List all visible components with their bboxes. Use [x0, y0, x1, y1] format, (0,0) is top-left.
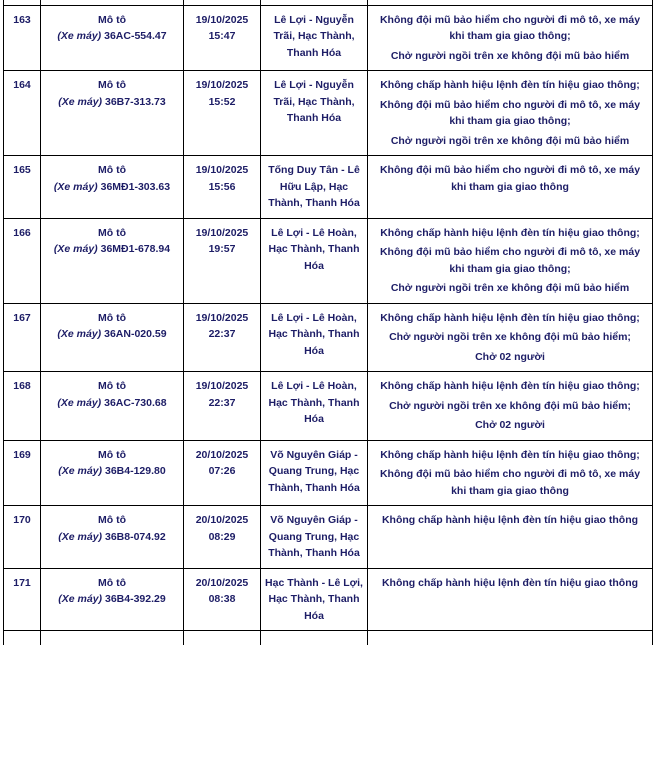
- vehicle-note: (Xe máy): [58, 465, 103, 477]
- vehicle-note: (Xe máy): [58, 95, 103, 108]
- violation-time: 22:37: [208, 328, 236, 340]
- vehicle-type: Mô tô: [98, 13, 126, 26]
- violation-table: [3, 0, 653, 645]
- partial-cell: [184, 631, 261, 645]
- vehicle-plate: 36AC-554.47: [104, 30, 167, 42]
- row-number-cell: 170: [4, 506, 41, 569]
- violation-item: Không đội mũ bảo hiểm cho người đi mô tô, xe máy khi tham gia giao thông;: [379, 13, 641, 42]
- partial-cell: [261, 631, 368, 645]
- vehicle-plate-line: [45, 28, 179, 45]
- vehicle-type: Mô tô: [98, 226, 126, 239]
- violation-item: Không đội mũ bảo hiểm cho người đi mô tô, xe máy khi tham gia giao thông: [379, 468, 641, 497]
- location-cell: Võ Nguyên Giáp - Quang Trung, Hạc Thành, Thanh Hóa: [261, 440, 368, 506]
- violation-date: 19/10/2025: [195, 311, 249, 324]
- location-cell: Lê Lợi - Lê Hoàn, Hạc Thành, Thanh Hóa: [261, 372, 368, 441]
- vehicle-note: (Xe máy): [53, 180, 98, 193]
- violation-cell: [368, 372, 653, 441]
- vehicle-type: Mô tô: [98, 164, 126, 176]
- location-cell: Võ Nguyên Giáp - Quang Trung, Hạc Thành, Thanh Hóa: [261, 506, 368, 569]
- violation-item: Không chấp hành hiệu lệnh đèn tín hiệu giao thông;: [380, 226, 640, 239]
- vehicle-note: (Xe máy): [57, 30, 102, 42]
- vehicle-note: (Xe máy): [58, 593, 103, 605]
- violation-table-body: [4, 0, 653, 645]
- row-number-cell: 163: [4, 5, 41, 71]
- violation-item: Chở người ngồi trên xe không đội mũ bảo hiểm;: [389, 399, 631, 412]
- vehicle-plate: 36B8-074.92: [104, 530, 166, 543]
- datetime-cell: [184, 372, 261, 441]
- row-number-cell: 166: [4, 218, 41, 303]
- violation-item: Chở 02 người: [475, 350, 545, 363]
- violation-item: Không chấp hành hiệu lệnh đèn tín hiệu giao thông: [381, 514, 639, 526]
- vehicle-type: Mô tô: [98, 311, 126, 324]
- violation-cell: [368, 440, 653, 506]
- location-cell: Lê Lợi - Lê Hoàn, Hạc Thành, Thanh Hóa: [261, 303, 368, 372]
- violation-date: 20/10/2025: [195, 576, 249, 589]
- table-row: [4, 303, 653, 372]
- datetime-cell: [184, 218, 261, 303]
- violation-date: 19/10/2025: [195, 164, 249, 176]
- violation-item: Không đội mũ bảo hiểm cho người đi mô tô, xe máy khi tham gia giao thông;: [379, 246, 641, 275]
- violation-date: 20/10/2025: [195, 448, 249, 461]
- vehicle-note: (Xe máy): [58, 530, 103, 543]
- violation-cell: [368, 5, 653, 71]
- datetime-cell: [184, 568, 261, 631]
- location-cell: Lê Lợi - Nguyễn Trãi, Hạc Thành, Thanh Hóa: [261, 5, 368, 71]
- violation-item: Chở người ngồi trên xe không đội mũ bảo hiểm: [390, 134, 630, 147]
- vehicle-plate-line: [45, 94, 179, 111]
- violation-time: 22:37: [208, 396, 236, 409]
- violation-time: 07:26: [208, 465, 236, 477]
- vehicle-plate: 36AC-730.68: [104, 396, 167, 409]
- vehicle-type: Mô tô: [98, 79, 126, 91]
- row-number-cell: 164: [4, 71, 41, 156]
- datetime-cell: [184, 440, 261, 506]
- table-row: [4, 5, 653, 71]
- vehicle-type: Mô tô: [98, 380, 126, 392]
- vehicle-plate-line: [45, 463, 179, 480]
- vehicle-plate: 36MĐ1-303.63: [100, 180, 171, 193]
- vehicle-plate-line: [45, 529, 179, 546]
- row-number-cell: 167: [4, 303, 41, 372]
- row-number-cell: 165: [4, 156, 41, 219]
- datetime-cell: [184, 71, 261, 156]
- row-number-cell: 168: [4, 372, 41, 441]
- table-row: [4, 440, 653, 506]
- vehicle-cell: [41, 5, 184, 71]
- location-cell: Tống Duy Tân - Lê Hữu Lập, Hạc Thành, Thanh Hóa: [261, 156, 368, 219]
- vehicle-plate: 36B7-313.73: [104, 95, 166, 108]
- violation-item: Không chấp hành hiệu lệnh đèn tín hiệu giao thông;: [380, 380, 640, 392]
- vehicle-cell: [41, 372, 184, 441]
- location-cell: Lê Lợi - Lê Hoàn, Hạc Thành, Thanh Hóa: [261, 218, 368, 303]
- vehicle-plate-line: [45, 241, 179, 258]
- violation-item: Không đội mũ bảo hiểm cho người đi mô tô, xe máy khi tham gia giao thông;: [379, 98, 641, 127]
- row-number-cell: 171: [4, 568, 41, 631]
- location-cell: Lê Lợi - Nguyễn Trãi, Hạc Thành, Thanh Hóa: [261, 71, 368, 156]
- vehicle-note: (Xe máy): [57, 396, 102, 409]
- violation-time: 08:38: [208, 593, 236, 605]
- violation-item: Không chấp hành hiệu lệnh đèn tín hiệu giao thông;: [380, 448, 640, 461]
- violation-cell: [368, 568, 653, 631]
- table-row: [4, 372, 653, 441]
- vehicle-cell: [41, 568, 184, 631]
- datetime-cell: [184, 156, 261, 219]
- violation-time: 15:47: [208, 30, 236, 42]
- violation-date: 19/10/2025: [195, 380, 249, 392]
- vehicle-plate: 36B4-392.29: [104, 593, 166, 605]
- violation-cell: [368, 71, 653, 156]
- violation-cell: [368, 156, 653, 219]
- location-cell: Hạc Thành - Lê Lợi, Hạc Thành, Thanh Hóa: [261, 568, 368, 631]
- violation-cell: [368, 218, 653, 303]
- violation-date: 19/10/2025: [195, 79, 249, 91]
- table-row: [4, 71, 653, 156]
- vehicle-type: Mô tô: [98, 576, 126, 589]
- vehicle-plate: 36MĐ1-678.94: [100, 243, 171, 255]
- vehicle-type: Mô tô: [98, 448, 126, 461]
- datetime-cell: [184, 5, 261, 71]
- table-row: [4, 506, 653, 569]
- partial-cell: [4, 631, 41, 645]
- row-number-cell: 169: [4, 440, 41, 506]
- violation-item: Không chấp hành hiệu lệnh đèn tín hiệu giao thông: [381, 576, 639, 589]
- datetime-cell: [184, 506, 261, 569]
- violation-time: 19:57: [208, 243, 236, 255]
- vehicle-cell: [41, 156, 184, 219]
- vehicle-plate-line: [45, 326, 179, 343]
- vehicle-cell: [41, 218, 184, 303]
- vehicle-note: (Xe máy): [57, 328, 102, 340]
- partial-cell: [368, 631, 653, 645]
- violation-cell: [368, 506, 653, 569]
- violation-item: Chở người ngồi trên xe không đội mũ bảo hiểm: [390, 282, 630, 294]
- violation-item: Không chấp hành hiệu lệnh đèn tín hiệu giao thông;: [380, 79, 640, 91]
- vehicle-plate-line: [45, 179, 179, 196]
- datetime-cell: [184, 303, 261, 372]
- violation-item: Chở 02 người: [475, 419, 545, 431]
- vehicle-cell: [41, 71, 184, 156]
- vehicle-cell: [41, 506, 184, 569]
- table-row: [4, 156, 653, 219]
- violation-date: 20/10/2025: [195, 514, 249, 526]
- violation-item: Không chấp hành hiệu lệnh đèn tín hiệu giao thông;: [380, 311, 640, 324]
- violation-time: 08:29: [208, 530, 236, 543]
- violation-date: 19/10/2025: [195, 226, 249, 239]
- vehicle-type: Mô tô: [98, 514, 126, 526]
- violation-time: 15:52: [208, 95, 236, 108]
- vehicle-cell: [41, 440, 184, 506]
- table-row: [4, 568, 653, 631]
- violation-time: 15:56: [208, 180, 236, 193]
- partial-cell: [41, 631, 184, 645]
- violation-item: Chở người ngồi trên xe không đội mũ bảo hiểm: [390, 49, 630, 62]
- vehicle-note: (Xe máy): [53, 243, 98, 255]
- table-row: [4, 218, 653, 303]
- violation-item: Không đội mũ bảo hiểm cho người đi mô tô, xe máy khi tham gia giao thông: [379, 164, 641, 193]
- partial-row-bottom: [4, 631, 653, 645]
- violation-cell: [368, 303, 653, 372]
- vehicle-plate-line: [45, 591, 179, 608]
- violation-item: Chở người ngồi trên xe không đội mũ bảo hiểm;: [389, 331, 631, 343]
- vehicle-plate: 36B4-129.80: [104, 465, 166, 477]
- violation-date: 19/10/2025: [195, 13, 249, 26]
- vehicle-plate: 36AN-020.59: [104, 328, 167, 340]
- vehicle-plate-line: [45, 395, 179, 412]
- vehicle-cell: [41, 303, 184, 372]
